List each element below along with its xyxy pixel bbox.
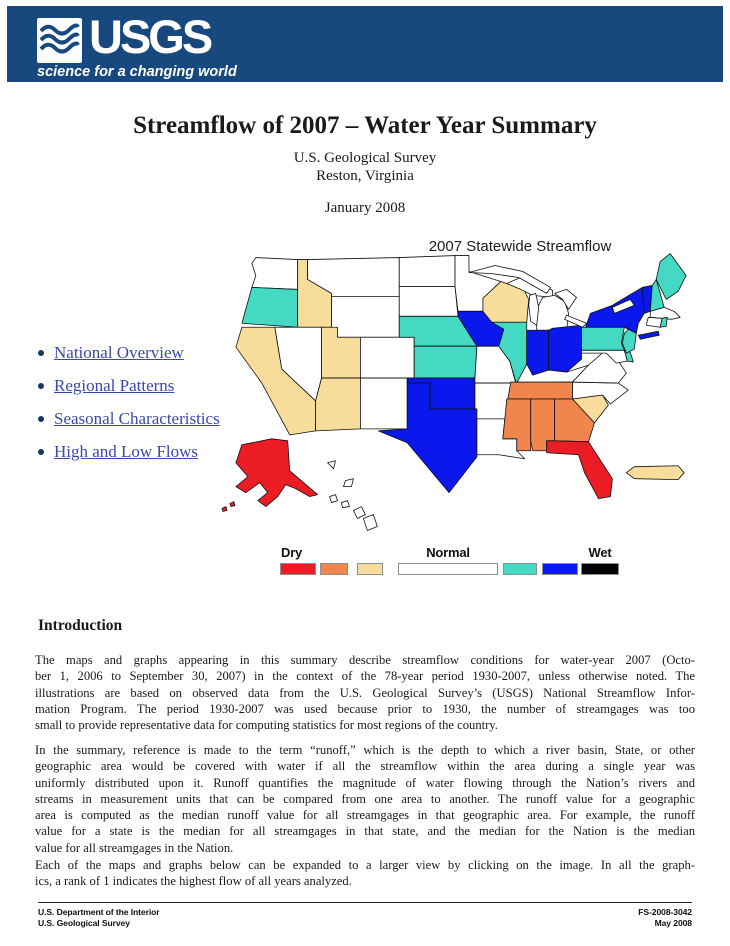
footer-left — [38, 907, 160, 929]
org-location: Reston, Virginia — [316, 168, 414, 184]
state-wy — [332, 296, 400, 337]
usgs-tagline: science for a changing world — [37, 64, 237, 80]
state-ks — [414, 346, 477, 378]
text-line: value for a state is the median for all streamgages in that state, and the median for the Nation is the median — [35, 824, 695, 839]
link-high-and-low-flows[interactable]: High and Low Flows — [54, 441, 199, 461]
state-ak — [236, 439, 318, 507]
state-co — [360, 337, 414, 378]
state-ny-long-island — [638, 331, 659, 339]
bullet-icon — [38, 350, 44, 356]
legend-swatch-wet3 — [581, 563, 619, 575]
legend-swatch-normal — [398, 563, 498, 575]
usgs-logo-text: USGS — [89, 10, 211, 63]
aleutian-islands — [222, 502, 235, 512]
nav-item-seasonal-characteristics — [38, 402, 220, 435]
text-line: The maps and graphs appearing in this summary describe streamflow conditions for water-year 2007 (Octo- — [35, 653, 695, 667]
bullet-icon — [38, 449, 44, 455]
us-choropleth-svg — [212, 248, 710, 540]
legend-swatch-dry1 — [357, 563, 383, 575]
intro-paragraph-1 — [35, 652, 695, 733]
island-2 — [343, 479, 353, 487]
island-1 — [328, 461, 336, 469]
text-line: streams in measurement units that can be compared from one area to another. The runoff value for a geographic — [35, 791, 695, 806]
text-line: geographic area would be covered with water if all the streamflow within the area during a single year was — [35, 759, 695, 774]
text-line: value for all streamgages in the Nation. — [35, 840, 234, 855]
text-line: mation Program. The period 1930-2007 was used because prior to 1930, the number of streamgages was too — [35, 701, 695, 716]
text-line: area is computed as the median runoff value for all streamgages in that geographic area. For example, the runoff — [35, 808, 695, 823]
text-line: illustrations are based on observed data from the U.S. Geological Survey’s (USGS) National Streamflow Infor- — [35, 685, 695, 700]
map-legend — [280, 545, 620, 577]
state-sd — [399, 286, 458, 316]
legend-swatch-dry3 — [280, 563, 316, 575]
text-line: ber 1, 2006 to September 30, 2007) in the context of the 78-year period 1930-2007, unless otherwise noted. The — [35, 669, 695, 684]
footer-dept: U.S. Department of the Interior — [38, 907, 160, 917]
footer-doc-date: May 2008 — [654, 918, 692, 928]
state-nd — [399, 256, 455, 287]
org-name: U.S. Geological Survey — [293, 150, 437, 166]
intro-paragraph-3 — [35, 857, 695, 890]
page-title: Streamflow of 2007 – Water Year Summary — [133, 112, 597, 139]
nav-item-regional-patterns — [38, 369, 220, 402]
state-fl — [547, 441, 613, 499]
nav-item-high-low-flows — [38, 435, 220, 468]
state-in — [527, 330, 549, 375]
nav-item-national-overview — [38, 336, 220, 369]
text-line: Each of the maps and graphs below can be expanded to a larger view by clicking on the image. In all the graph- — [35, 858, 695, 872]
state-hi — [330, 495, 378, 531]
publication-date: January 2008 — [324, 200, 406, 216]
footer-divider — [38, 902, 692, 903]
statewide-streamflow-map[interactable] — [212, 248, 710, 540]
map-title: 2007 Statewide Streamflow — [428, 238, 612, 255]
legend-swatch-dry2 — [320, 563, 348, 575]
nav-links — [38, 336, 220, 468]
intro-paragraph-2 — [35, 742, 695, 856]
state-pa — [582, 327, 625, 350]
lake-michigan — [529, 293, 539, 325]
state-az — [316, 378, 361, 431]
legend-normal-label: Normal — [426, 545, 470, 560]
state-tn — [508, 382, 573, 399]
footer-doc-number: FS-2008-3042 — [638, 907, 692, 917]
state-nm — [360, 378, 407, 429]
territory-pr — [626, 466, 684, 480]
text-line: In the summary, reference is made to the term “runoff,” which is the depth to which a river basin, State, or other — [35, 743, 695, 757]
footer-org: U.S. Geological Survey — [38, 918, 130, 928]
link-seasonal-characteristics[interactable]: Seasonal Characteristics — [54, 408, 220, 428]
footer-right — [638, 907, 692, 929]
bullet-icon — [38, 383, 44, 389]
legend-dry-label: Dry — [281, 545, 303, 560]
legend-wet-label: Wet — [588, 545, 612, 560]
state-or — [242, 287, 298, 327]
bullet-icon — [38, 416, 44, 422]
link-regional-patterns[interactable]: Regional Patterns — [54, 375, 175, 395]
text-line: small to provide representative data for computing statistics for most regions of the country. — [35, 718, 498, 733]
state-wa — [252, 258, 298, 290]
text-line: uniformly distributed upon it. Runoff quantifies the magnitude of water flowing through the Nation’s rivers and — [35, 775, 695, 790]
usgs-header-banner — [7, 6, 723, 82]
link-national-overview[interactable]: National Overview — [54, 342, 184, 362]
state-ct — [646, 317, 662, 327]
state-me — [656, 254, 686, 300]
legend-swatch-wet2 — [542, 563, 578, 575]
intro-heading: Introduction — [38, 617, 123, 634]
usgs-wave-icon — [37, 18, 82, 63]
text-line: ics, a rank of 1 indicates the highest flow of all years analyzed. — [35, 874, 352, 889]
legend-swatch-wet1 — [503, 563, 537, 575]
